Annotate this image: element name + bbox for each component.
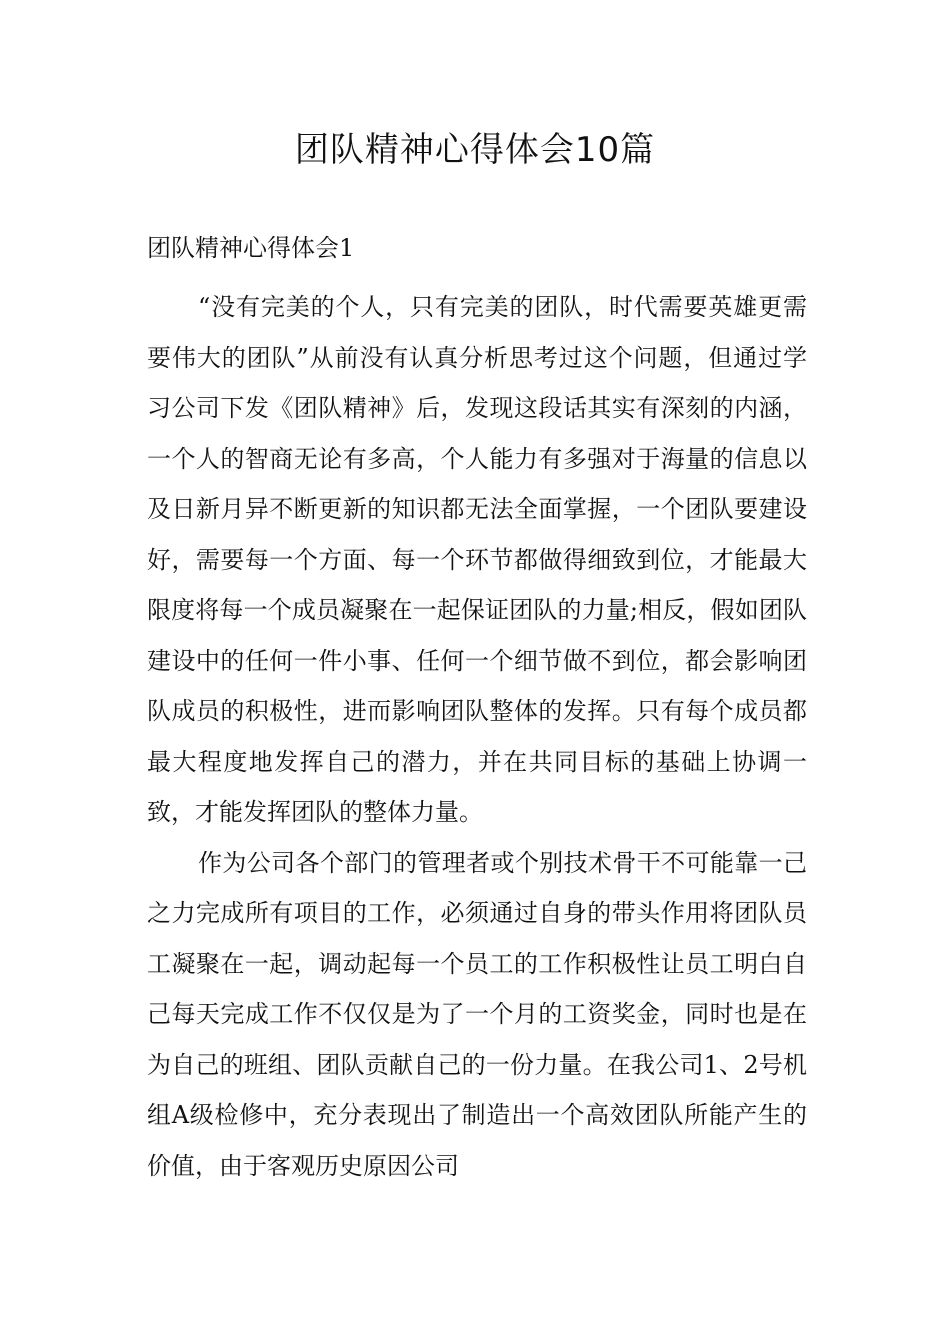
paragraph-2: 作为公司各个部门的管理者或个别技术骨干不可能靠一己之力完成所有项目的工作，必须通过自身的带头作用将团队员工凝聚在一起，调动起每一个员工的工作积极性让员工明白自己每天完成工作不仅仅是为了一个月的工资奖金，同时也是在为自己的班组、团队贡献自己的一份力量。在我公司1、2号机组A级检修中，充分表现出了制造出一个高效团队所能产生的价值，由于客观历史原因公司 xyxy=(147,848,807,1180)
document-body xyxy=(147,282,807,1191)
document-title: 团队精神心得体会10篇 xyxy=(294,130,656,170)
paragraph-1: “没有完美的个人，只有完美的团队，时代需要英雄更需要伟大的团队”从前没有认真分析思考过这个问题，但通过学习公司下发《团队精神》后，发现这段话其实有深刻的内涵，一个人的智商无论有多高，个人能力有多强对于海量的信息以及日新月异不断更新的知识都无法全面掌握，一个团队要建设好，需要每一个方面、每一个环节都做得细致到位，才能最大限度将每一个成员凝聚在一起保证团队的力量;相反，假如团队建设中的任何一件小事、任何一个细节做不到位，都会影响团队成员的积极性，进而影响团队整体的发挥。只有每个成员都最大程度地发挥自己的潜力，并在共同目标的基础上协调一致，才能发挥团队的整体力量。 xyxy=(147,293,807,826)
section-heading: 团队精神心得体会1 xyxy=(147,234,355,262)
